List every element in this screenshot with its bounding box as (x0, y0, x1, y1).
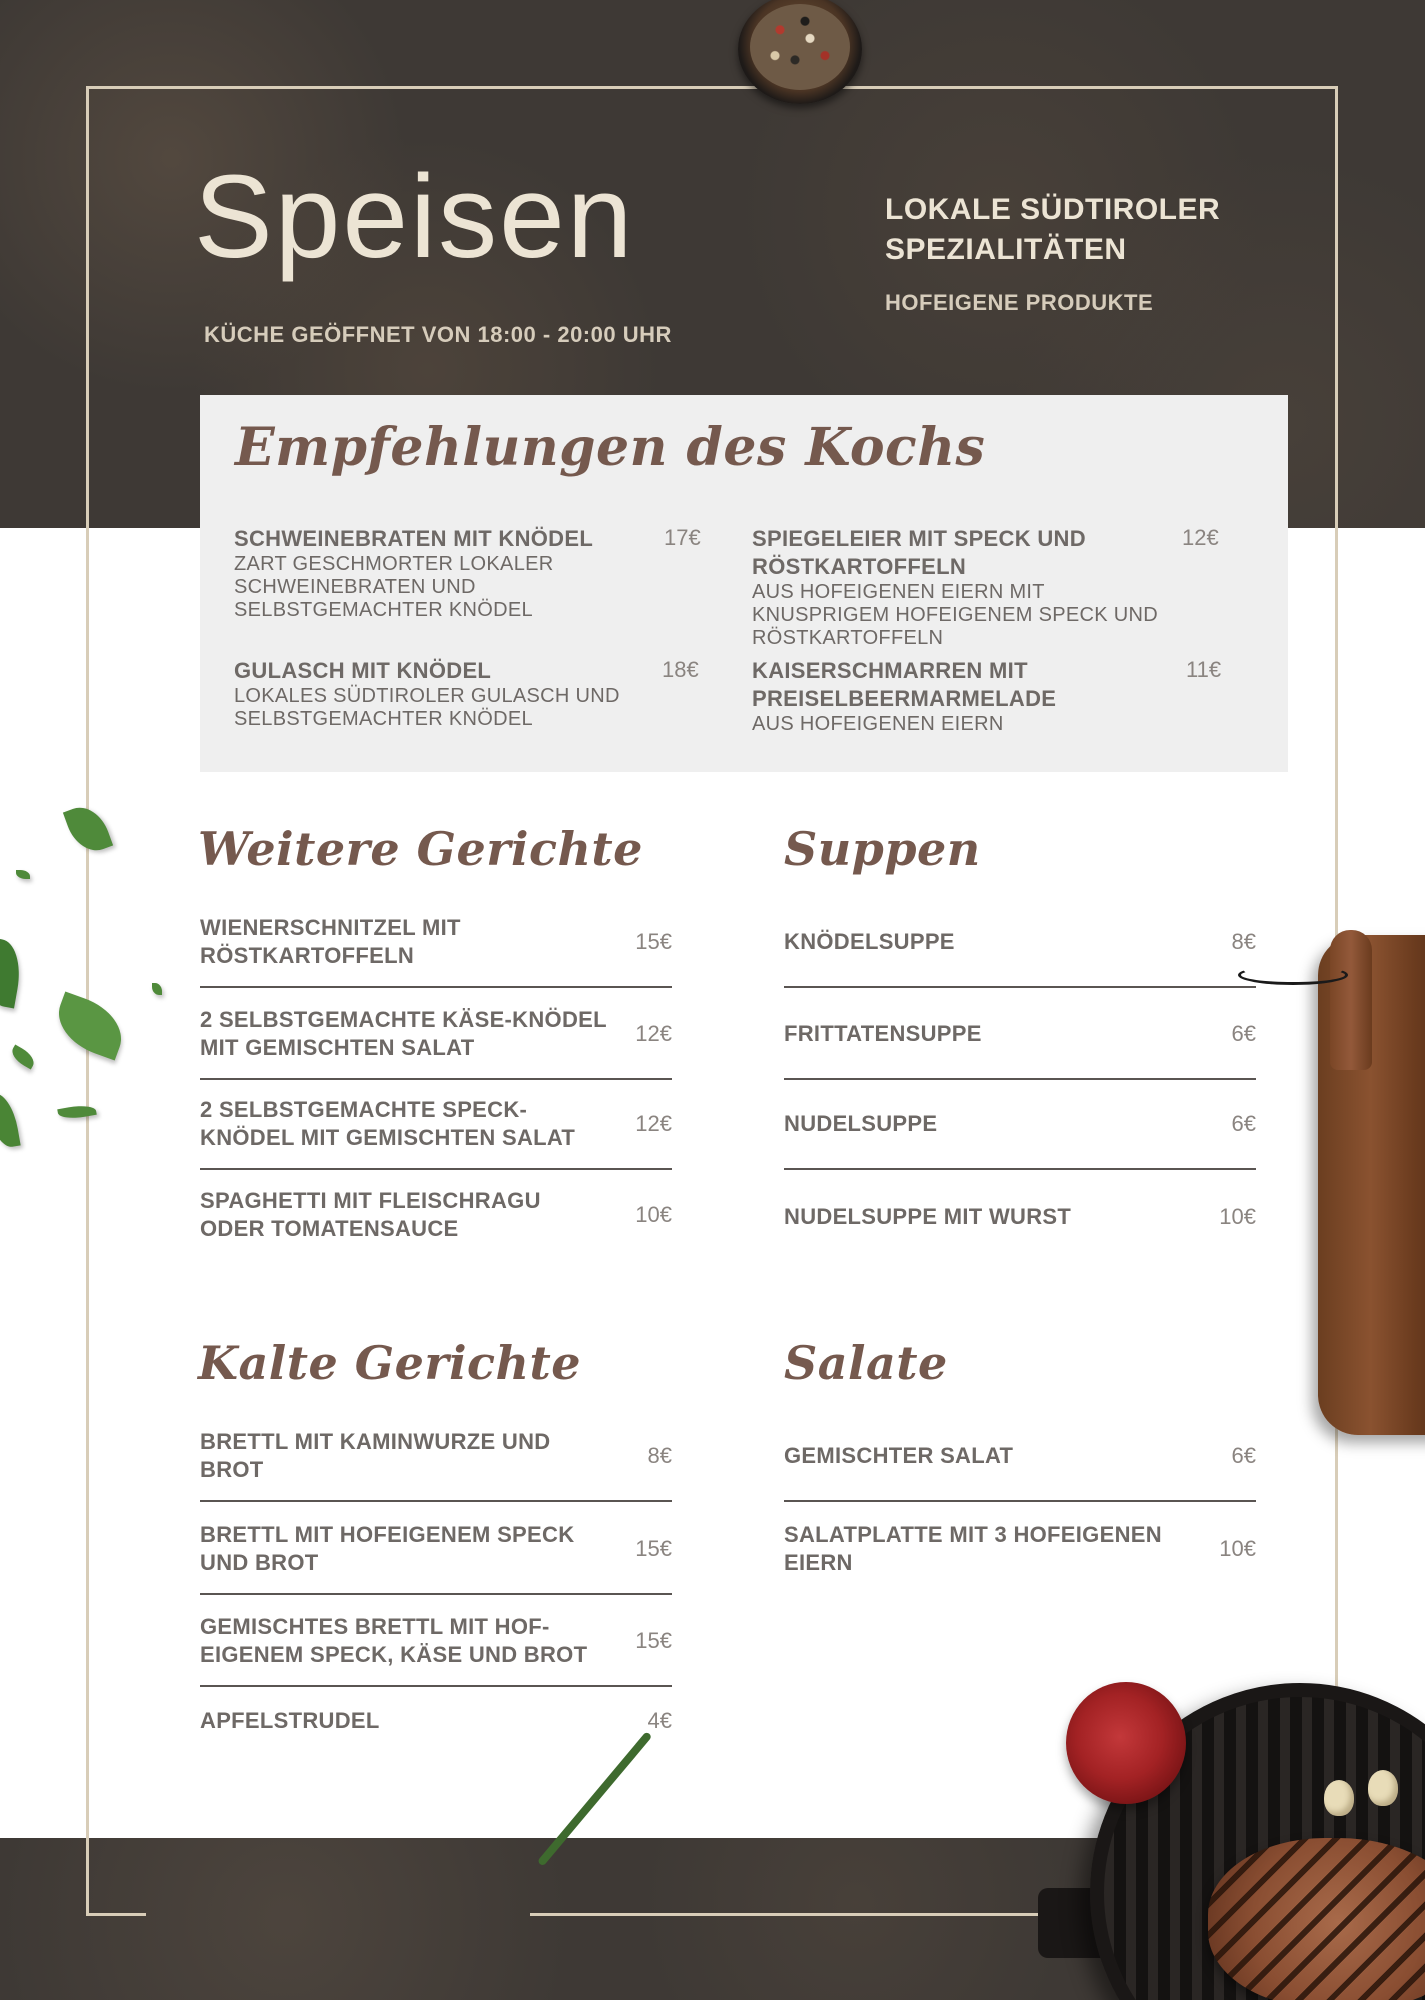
menu-row (200, 990, 672, 1080)
dish-name: 2 SELBSTGEMACHTE KÄSE-KNÖDEL MIT GEMISCHTEN SALAT (200, 1007, 607, 1060)
garlic-icon (1368, 1770, 1398, 1806)
dish-price: 6€ (1231, 1443, 1256, 1468)
menu-row (200, 1676, 672, 1766)
dish-name: 2 SELBSTGEMACHTE SPECK-KNÖDEL MIT GEMISCHTEN SALAT (200, 1097, 576, 1150)
frame-line-bottom-left (86, 1913, 146, 1916)
dish-name: KNÖDELSUPPE (784, 929, 955, 954)
menu-row (200, 1412, 672, 1502)
dish-price: 12€ (1182, 525, 1219, 550)
kitchen-hours: KÜCHE GEÖFFNET VON 18:00 - 20:00 UHR (204, 322, 672, 347)
recommendations-box (200, 395, 1288, 772)
dish-description: AUS HOFEIGENEN EIERN MIT KNUSPRIGEM HOFEIGENEM SPECK UND RÖSTKARTOFFELN (752, 581, 1159, 649)
dish-name: SPAGHETTI MIT FLEISCHRAGU ODER TOMATENSAUCE (200, 1188, 541, 1241)
dish-price: 15€ (635, 1628, 672, 1653)
dish-price: 6€ (1231, 1021, 1256, 1046)
dish-price: 18€ (662, 657, 699, 682)
dish-name: GULASCH MIT KNÖDEL (234, 658, 492, 683)
dish-price: 15€ (635, 929, 672, 954)
dish-name: NUDELSUPPE MIT WURST (784, 1204, 1072, 1229)
menu-row (784, 990, 1256, 1080)
menu-row (200, 1170, 672, 1260)
dish-price: 17€ (664, 525, 701, 550)
frame-line-top (86, 86, 1338, 89)
recommendations-title: Empfehlungen des Kochs (235, 417, 986, 478)
dish-description: LOKALES SÜDTIROLER GULASCH UND SELBSTGEMACHTER KNÖDEL (234, 685, 620, 730)
section-title-suppen: Suppen (784, 822, 981, 876)
dish-price: 12€ (635, 1111, 672, 1136)
dish-description: ZART GESCHMORTER LOKALER SCHWEINEBRATEN UND SELBSTGEMACHTER KNÖDEL (234, 553, 554, 621)
dish-name: GEMISCHTES BRETTL MIT HOF-EIGENEM SPECK, KÄSE UND BROT (200, 1614, 588, 1667)
menu-row (200, 1505, 672, 1595)
dish-name: SALATPLATTE MIT 3 HOFEIGENEN EIERN (784, 1522, 1162, 1575)
basil-leaf-icon (0, 1090, 21, 1150)
basil-leaf-icon (16, 870, 30, 879)
dish-price: 15€ (635, 1536, 672, 1561)
dish-price: 8€ (647, 1443, 672, 1468)
dish-name: SPIEGELEIER MIT SPECK UND RÖSTKARTOFFELN (752, 526, 1086, 579)
steak-icon (1208, 1838, 1425, 2000)
frame-line-bottom-right (530, 1913, 1050, 1916)
header-subtag: HOFEIGENE PRODUKTE (885, 290, 1154, 315)
basil-leaf-icon (49, 991, 131, 1060)
menu-row (784, 898, 1256, 988)
menu-row (200, 1080, 672, 1170)
dish-name: BRETTL MIT HOFEIGENEM SPECK UND BROT (200, 1522, 575, 1575)
recommendation-item (752, 657, 1152, 736)
basil-leaf-icon (152, 983, 162, 995)
menu-row (784, 1080, 1256, 1170)
recommendation-item (234, 657, 664, 731)
dish-price: 10€ (1219, 1204, 1256, 1229)
basil-leaf-icon (57, 1103, 97, 1121)
menu-row (784, 1412, 1256, 1502)
garlic-icon (1324, 1780, 1354, 1816)
section-title-weitere: Weitere Gerichte (198, 822, 643, 876)
dish-name: GEMISCHTER SALAT (784, 1443, 1014, 1468)
basil-leaf-icon (8, 1044, 38, 1069)
menu-row (784, 1172, 1256, 1262)
dish-price: 12€ (635, 1021, 672, 1046)
dish-name: KAISERSCHMARREN MIT PREISELBEERMARMELADE (752, 658, 1057, 711)
basil-leaf-icon (63, 800, 113, 857)
dish-name: APFELSTRUDEL (200, 1708, 380, 1733)
dish-price: 10€ (1219, 1536, 1256, 1561)
basil-leaf-icon (0, 938, 25, 1009)
dish-description: AUS HOFEIGENEN EIERN (752, 713, 1004, 735)
dish-price: 6€ (1231, 1111, 1256, 1136)
dish-price: 11€ (1186, 657, 1222, 682)
dish-name: WIENERSCHNITZEL MIT RÖSTKARTOFFELN (200, 915, 461, 968)
menu-row (784, 1504, 1256, 1594)
menu-row (200, 898, 672, 988)
recommendation-item (234, 525, 664, 622)
dish-price: 8€ (1231, 929, 1256, 954)
page-title: Speisen (194, 151, 635, 283)
dish-name: BRETTL MIT KAMINWURZE UND BROT (200, 1429, 551, 1482)
cutting-board-handle-icon (1330, 930, 1372, 1070)
header-tagline: LOKALE SÜDTIROLER SPEZIALITÄTEN (885, 193, 1221, 266)
tomato-icon (1066, 1682, 1186, 1804)
dish-name: NUDELSUPPE (784, 1111, 938, 1136)
dish-name: FRITTATENSUPPE (784, 1021, 982, 1046)
dish-price: 4€ (647, 1708, 672, 1733)
menu-row (200, 1597, 672, 1687)
recommendation-item (752, 525, 1172, 650)
section-title-kalte: Kalte Gerichte (198, 1336, 582, 1390)
section-title-salate: Salate (784, 1336, 948, 1390)
dish-price: 10€ (635, 1202, 672, 1227)
dish-name: SCHWEINEBRATEN MIT KNÖDEL (234, 526, 594, 551)
